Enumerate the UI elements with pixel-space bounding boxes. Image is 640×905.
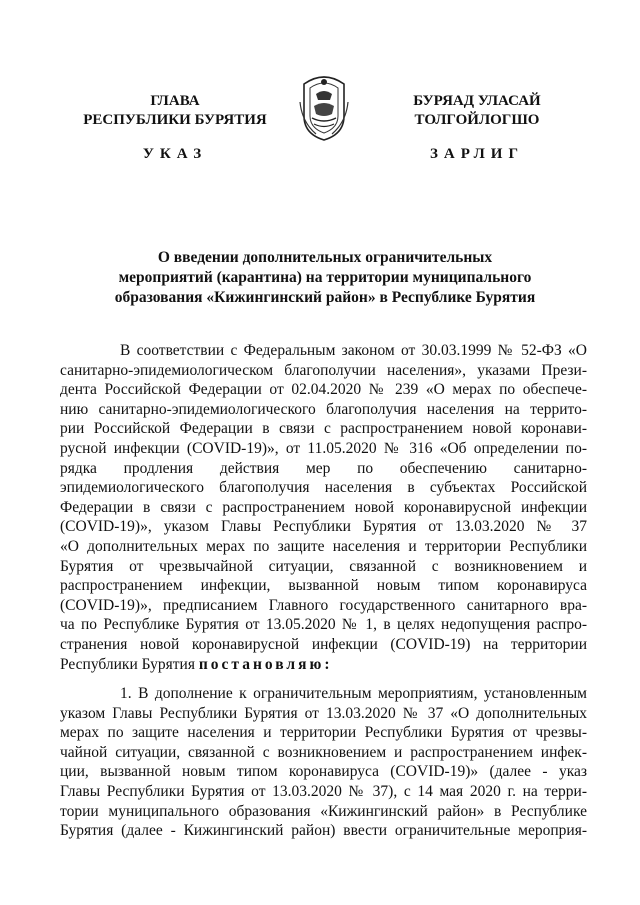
text-line: странения новой коронавирусной инфекции (COVID-19) на территории (60, 635, 587, 653)
header-left-line1: ГЛАВА (150, 93, 200, 109)
text-line: Бурятия (далее - Кижингинский район) ввести ограничительные мероприя- (60, 822, 587, 840)
text-line: чайной ситуации, связанной с возникновением и распространением инфек- (60, 743, 587, 761)
text-line: В соответствии с Федеральным законом от 30.03.1999 № 52-ФЗ «О (120, 342, 587, 359)
header-authority-ru (70, 92, 280, 130)
text-line: тории муниципального образования «Кижингинский район» в Республике (60, 802, 587, 820)
text-line: рядка продления действия мер по обеспечению санитарно- (60, 459, 587, 477)
title-line: образования «Кижингинский район» в Республике Бурятия (114, 289, 536, 306)
text-line: санитарно-эпидемиологическом благополучии населения», указами Прези- (60, 361, 587, 379)
text-line: нию санитарно-эпидемиологического благополучия населения на террито- (60, 400, 587, 418)
text-line: распространением инфекции, вызванной новым типом коронавируса (60, 577, 587, 595)
text-line: (COVID-19)», предписанием Главного государственного санитарного вра- (60, 596, 587, 614)
text-segment: Республики Бурятия (60, 655, 199, 673)
text-line: русной инфекции (COVID-19)», от 11.05.2020 № 316 «Об определении по- (60, 439, 587, 457)
text-line: Бурятия от чрезвычайной ситуации, связанной с возникновением и (60, 557, 587, 575)
text-line-last (60, 655, 587, 675)
text-line: указом Главы Республики Бурятия от 13.03.2020 № 37 «О дополнительных (60, 704, 587, 722)
header-right-line2: ТОЛГОЙЛОГШО (414, 112, 540, 128)
preamble-paragraph (60, 341, 587, 674)
text-line: рии Российской Федерации в связи с распространением новой коронави- (60, 420, 587, 438)
title-line: мероприятий (карантина) на территории муниципального (118, 269, 532, 286)
text-line: 1. В дополнение к ограничительным мероприятиям, установленным (120, 685, 587, 702)
header-left-line2: РЕСПУБЛИКИ БУРЯТИЯ (83, 112, 267, 128)
text-line: ции, вызванной новым типом коронавируса (COVID-19)» (далее - указ (60, 763, 587, 781)
text-line: мерах по защите населения и территории Республики Бурятия от чрезвы- (60, 724, 587, 742)
title-line: О введении дополнительных ограничительных (157, 249, 493, 266)
coat-of-arms-buryatia-icon (296, 72, 352, 142)
text-line: (COVID-19)», указом Главы Республики Бурятия от 13.03.2020 № 37 (60, 518, 587, 536)
paragraph-1 (60, 684, 587, 841)
text-line: ча по Республике Бурятия от 13.05.2020 № 1, в целях недопущения распро- (60, 616, 587, 634)
doc-type-bua: ЗАРЛИГ (429, 146, 525, 162)
decree-title (60, 248, 590, 308)
doc-type-ru: УКАЗ (142, 146, 208, 162)
text-line: эпидемиологического благополучия населения в субъектах Российской (60, 479, 587, 497)
text-line: Федерации в связи с распространением новой коронавирусной инфекции (60, 498, 587, 516)
header-authority-bua (372, 92, 582, 130)
text-line: дента Российской Федерации от 02.04.2020 № 239 «О мерах по обеспече- (60, 381, 587, 399)
decree-word: постановляю: (198, 655, 333, 673)
text-line: «О дополнительных мерах по защите населения и территории Республики (60, 537, 587, 555)
header-right-line1: БУРЯАД УЛАСАЙ (413, 93, 541, 109)
text-line: Главы Республики Бурятия от 13.03.2020 № 37), с 14 мая 2020 г. на терри- (60, 782, 587, 800)
